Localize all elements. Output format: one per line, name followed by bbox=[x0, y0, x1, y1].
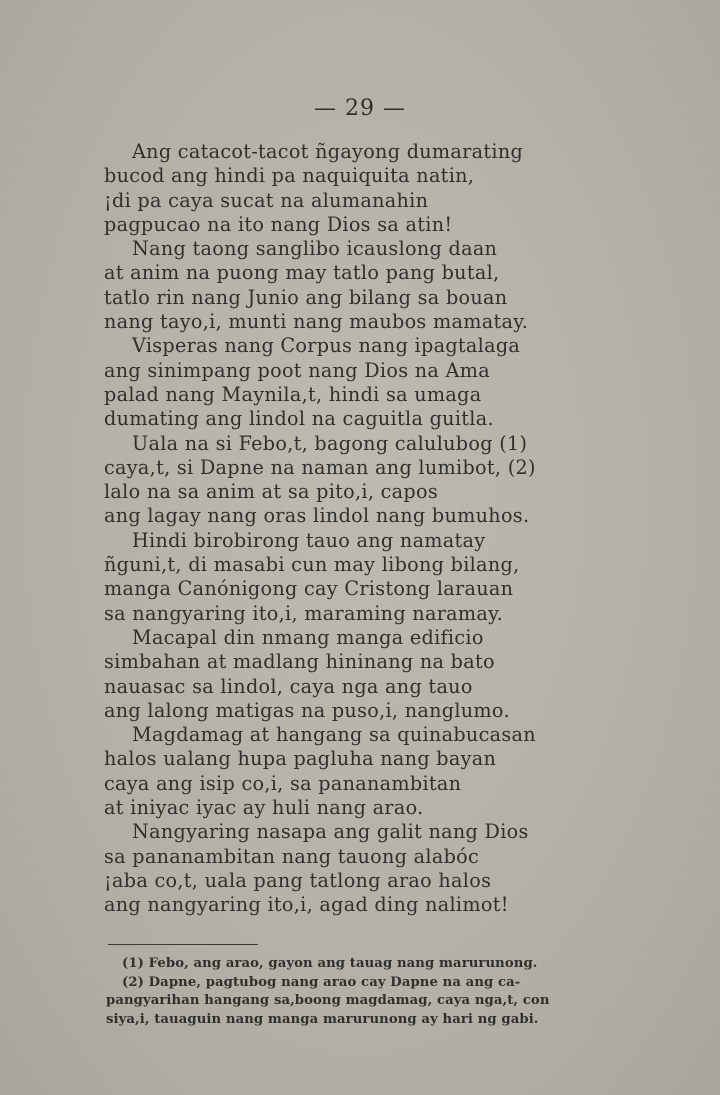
verse-line: ang lagay nang oras lindol nang bumuhos. bbox=[104, 504, 530, 528]
verse-line: ¡aba co,t, uala pang tatlong arao halos bbox=[104, 868, 492, 892]
verse-line: palad nang Maynila,t, hindi sa umaga bbox=[104, 382, 482, 406]
stanza-3 bbox=[104, 334, 614, 431]
verse-line: Nangyaring nasapa ang galit nang Dios bbox=[132, 820, 529, 844]
stanza-2 bbox=[104, 237, 614, 334]
footnote-line: (1) Febo, ang arao, gayon ang tauag nang marurunong. bbox=[122, 956, 538, 971]
verse-line: Visperas nang Corpus nang ipagtalaga bbox=[132, 334, 521, 358]
verse-line: simbahan at madlang hininang na bato bbox=[104, 650, 495, 674]
verse-line: ang nangyaring ito,i, agad ding nalimot! bbox=[104, 893, 509, 917]
stanza-8 bbox=[104, 820, 614, 917]
verse-line: sa pananambitan nang tauong alabóc bbox=[104, 844, 480, 868]
page-number: — 29 — bbox=[314, 96, 406, 121]
verse-line: dumating ang lindol na caguitla guitla. bbox=[104, 407, 494, 431]
stanza-5 bbox=[104, 529, 614, 626]
verse-line: at iniyac iyac ay huli nang arao. bbox=[104, 796, 424, 820]
stanza-6 bbox=[104, 626, 614, 723]
verse-line: ang sinimpang poot nang Dios na Ama bbox=[104, 358, 490, 382]
stanza-4 bbox=[104, 432, 614, 529]
verse-line: bucod ang hindi pa naquiquita natin, bbox=[104, 164, 475, 188]
verse-line: nang tayo,i, munti nang maubos mamatay. bbox=[104, 310, 529, 334]
verse-line: Uala na si Febo,t, bagong calulubog (1) bbox=[132, 431, 528, 455]
verse-line: ñguni,t, di masabi cun may libong bilang, bbox=[104, 553, 520, 577]
verse-line: nauasac sa lindol, caya nga ang tauo bbox=[104, 674, 473, 698]
verse-line: caya,t, si Dapne na naman ang lumibot, (2) bbox=[104, 455, 536, 479]
verse-line: lalo na sa anim at sa pito,i, capos bbox=[104, 480, 438, 504]
footnote-line: (2) Dapne, pagtubog nang arao cay Dapne na ang ca- bbox=[122, 974, 521, 990]
verse-line: at anim na puong may tatlo pang butal, bbox=[104, 261, 500, 285]
verse-line: Macapal din nmang manga edificio bbox=[132, 625, 484, 649]
footnotes bbox=[106, 955, 641, 1029]
verse-line: Nang taong sanglibo icauslong daan bbox=[132, 237, 498, 261]
verse-line: caya ang isip co,i, sa pananambitan bbox=[104, 771, 462, 795]
footnote-divider bbox=[108, 944, 258, 945]
stanza-1 bbox=[104, 140, 614, 237]
verse-line: pagpucao na ito nang Dios sa atin! bbox=[104, 212, 453, 236]
verse-line: manga Canónigong cay Cristong larauan bbox=[104, 577, 514, 601]
footnote-line: siya,i, tauaguin nang manga marurunong ay hari ng gabi. bbox=[106, 1011, 539, 1027]
verse-line: halos ualang hupa pagluha nang bayan bbox=[104, 747, 497, 771]
footnote-line: pangyarihan hangang sa,boong magdamag, caya nga,t, con bbox=[106, 993, 550, 1008]
verse-line: tatlo rin nang Junio ang bilang sa bouan bbox=[104, 285, 508, 309]
verse-line: ¡di pa caya sucat na alumanahin bbox=[104, 188, 429, 212]
stanza-7 bbox=[104, 723, 614, 820]
verse-line: Magdamag at hangang sa quinabucasan bbox=[132, 723, 536, 747]
verse-line: sa nangyaring ito,i, maraming naramay. bbox=[104, 601, 504, 625]
poem-body bbox=[104, 140, 614, 918]
verse-line: Ang catacot-tacot ñgayong dumarating bbox=[132, 140, 524, 163]
verse-line: Hindi birobirong tauo ang namatay bbox=[132, 528, 486, 552]
verse-line: ang lalong matigas na puso,i, nanglumo. bbox=[104, 698, 510, 722]
